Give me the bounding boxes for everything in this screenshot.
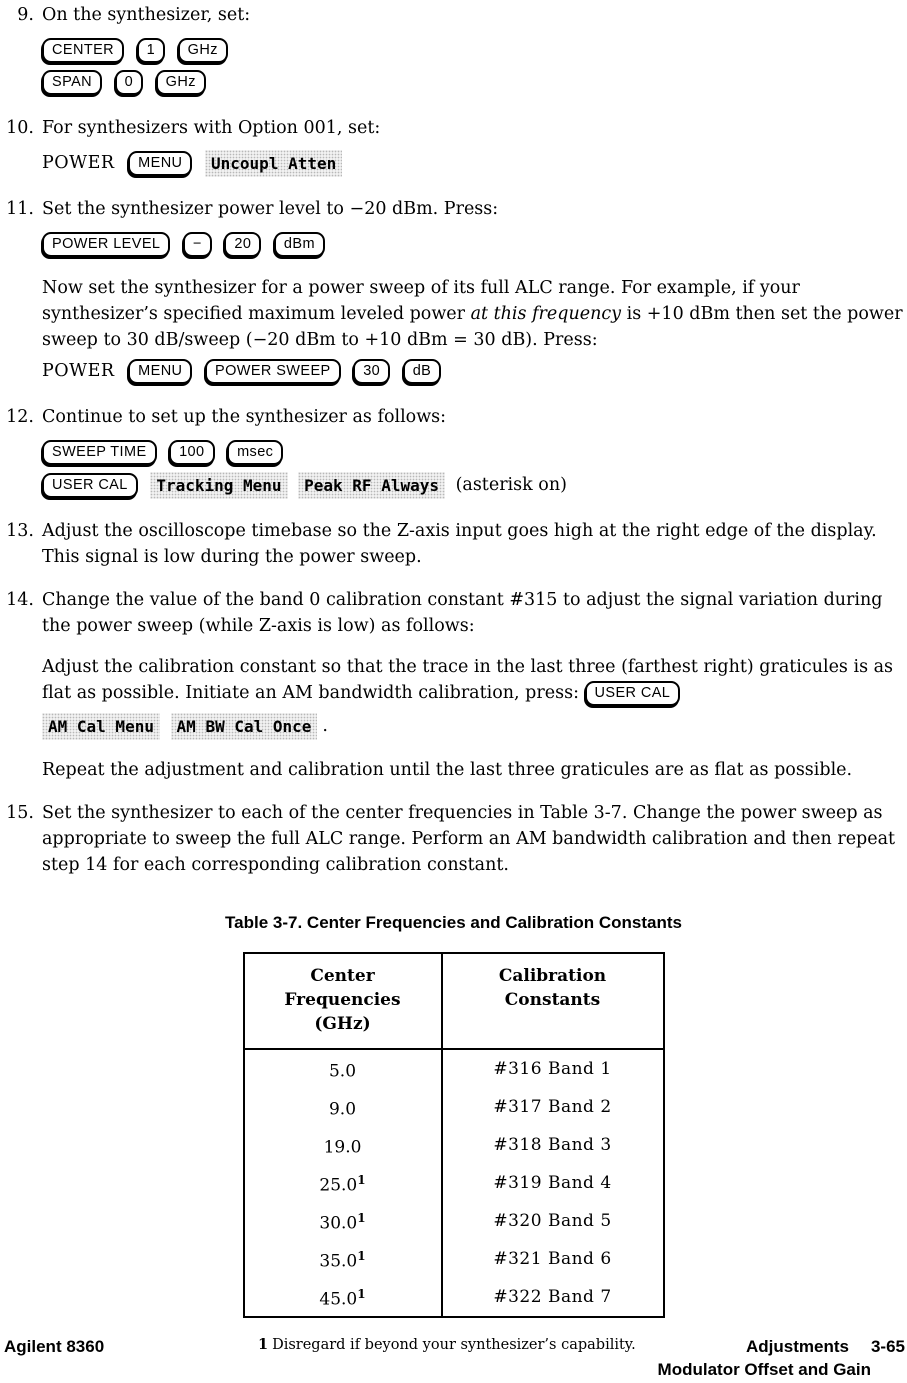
step-text: On the synthesizer, set:: [42, 5, 251, 25]
keycap-ghz: GHz: [178, 38, 228, 63]
center-frequencies-table: [243, 952, 665, 1318]
constant-cell: #318 Band 3: [493, 1135, 612, 1155]
softkey-am-bw-cal-once: AM BW Cal Once: [171, 713, 318, 740]
table-row: [244, 1164, 664, 1202]
constant-cell: #320 Band 5: [493, 1211, 612, 1231]
keycap-msec: msec: [227, 440, 283, 465]
softkey-uncoupl-atten: Uncoupl Atten: [205, 150, 342, 177]
step-14: [0, 587, 907, 783]
step-12: [0, 404, 907, 501]
keycap-row: [42, 228, 906, 260]
constant-cell: #321 Band 6: [493, 1249, 612, 1269]
keycap-db: dB: [403, 359, 442, 384]
keycap-row: [42, 147, 906, 179]
step-15: [0, 800, 907, 878]
constant-cell: #317 Band 2: [493, 1097, 612, 1117]
freq-cell: 19.0: [244, 1126, 442, 1164]
table-header-row: [244, 953, 664, 1049]
constant-cell: #322 Band 7: [493, 1287, 612, 1307]
step-number: 11.: [6, 199, 34, 219]
power-hardkey-label: POWER: [42, 361, 115, 381]
italic-phrase: at this frequency: [470, 304, 622, 324]
softkey-row: [42, 469, 906, 501]
footer-chapter: Adjustments 3-65: [746, 1337, 905, 1356]
step-text: Change the value of the band 0 calibration constant #315 to adjust the signal variation during the power sweep (while Z-axis is low) as follows:: [42, 590, 883, 636]
keycap-menu: MENU: [128, 359, 192, 384]
constant-cell: #316 Band 1: [493, 1059, 612, 1079]
paragraph: [42, 275, 906, 353]
keycap-user-cal: USER CAL: [42, 473, 138, 498]
step-text: Adjust the oscilloscope timebase so the Z-axis input goes high at the right edge of the display. This signal is low during the power sweep.: [42, 521, 877, 567]
paragraph-text: Now set the synthesizer for a power sweep of its full ALC range. For example, if your synthesizer’s specified maximum leveled power: [42, 278, 800, 324]
table-row: [244, 1049, 664, 1088]
constant-cell: #319 Band 4: [493, 1173, 612, 1193]
step-11: [0, 196, 907, 387]
table-row: [244, 1088, 664, 1126]
paragraph: [42, 654, 906, 706]
freq-cell: 45.0$^1$: [244, 1278, 442, 1317]
step-text: Set the synthesizer to each of the center frequencies in Table 3-7. Change the power sweep as appropriate to sweep the full ALC range. Perform an AM bandwidth calibration and then repeat step 14 for each corresponding calibration constant.: [42, 803, 896, 875]
keycap-100: 100: [169, 440, 214, 465]
keycap-user-cal: USER CAL: [585, 681, 681, 706]
page-footer: [4, 1335, 905, 1381]
table-title: Table 3-7. Center Frequencies and Calibration Constants: [225, 913, 682, 932]
keycap-power-sweep: POWER SWEEP: [205, 359, 341, 384]
keycap-20: 20: [224, 232, 261, 257]
keycap-0: 0: [115, 70, 143, 95]
step-13: [0, 518, 907, 570]
table-3-7-block: [0, 910, 907, 1354]
softkey-tracking-menu: Tracking Menu: [150, 472, 287, 499]
table-row: [244, 1240, 664, 1278]
softkey-peak-rf-always: Peak RF Always: [298, 472, 445, 499]
keycap-menu: MENU: [128, 151, 192, 176]
table-row: [244, 1202, 664, 1240]
keycap-dbm: dBm: [274, 232, 325, 257]
sentence-period: .: [322, 716, 328, 736]
keycap-minus: −: [183, 232, 212, 257]
freq-cell: 30.0$^1$: [244, 1202, 442, 1240]
footer-model: Agilent 8360: [4, 1337, 105, 1356]
keycap-sweep-time: SWEEP TIME: [42, 440, 157, 465]
step-number: 9.: [17, 5, 34, 25]
freq-cell: 25.0$^1$: [244, 1164, 442, 1202]
step-number: 10.: [6, 118, 34, 138]
keycap-row: [42, 66, 906, 98]
paragraph-text: is +10 dBm then set the power sweep to 30 dB/sweep (−20 dBm to +10 dBm = 30 dB). Press:: [42, 304, 903, 350]
col-header-calibration-constants: Calibration Constants: [442, 953, 664, 1049]
keycap-center: CENTER: [42, 38, 124, 63]
footnote-text: Disregard if beyond your synthesizer’s capability.: [272, 1337, 636, 1353]
table-row: [244, 1126, 664, 1164]
freq-cell: 35.0$^1$: [244, 1240, 442, 1278]
keycap-power-level: POWER LEVEL: [42, 232, 170, 257]
paragraph-text: Adjust the calibration constant so that the trace in the last three (farthest right) graticules is as flat as possible. Initiate an AM bandwidth calibration, press:: [42, 657, 894, 703]
softkey-am-cal-menu: AM Cal Menu: [42, 713, 160, 740]
step-text: Set the synthesizer power level to −20 dBm. Press:: [42, 199, 499, 219]
keycap-ghz: GHz: [156, 70, 206, 95]
step-text: For synthesizers with Option 001, set:: [42, 118, 381, 138]
step-number: 12.: [6, 407, 34, 427]
step-9: [0, 2, 907, 98]
step-number: 15.: [6, 803, 34, 823]
power-hardkey-label: POWER: [42, 153, 115, 173]
asterisk-note: (asterisk on): [455, 475, 567, 495]
keycap-row: [42, 355, 906, 387]
paragraph: Repeat the adjustment and calibration until the last three graticules are as flat as possible.: [42, 760, 853, 780]
keycap-row: [42, 436, 906, 468]
step-text: Continue to set up the synthesizer as follows:: [42, 407, 447, 427]
footer-page-number: 3-65: [870, 1337, 905, 1356]
table-row: [244, 1278, 664, 1317]
step-10: [0, 115, 907, 179]
col-header-center-frequencies: Center Frequencies (GHz): [244, 953, 442, 1049]
keycap-span: SPAN: [42, 70, 102, 95]
freq-cell: 9.0: [244, 1088, 442, 1126]
footnote-marker: 1: [258, 1336, 269, 1353]
softkey-row: [42, 710, 906, 742]
step-number: 13.: [6, 521, 34, 541]
keycap-30: 30: [353, 359, 390, 384]
step-number: 14.: [6, 590, 34, 610]
freq-cell: 5.0: [244, 1049, 442, 1088]
keycap-1: 1: [137, 38, 165, 63]
footer-section-title: Modulator Offset and Gain: [657, 1360, 871, 1379]
keycap-row: [42, 34, 906, 66]
